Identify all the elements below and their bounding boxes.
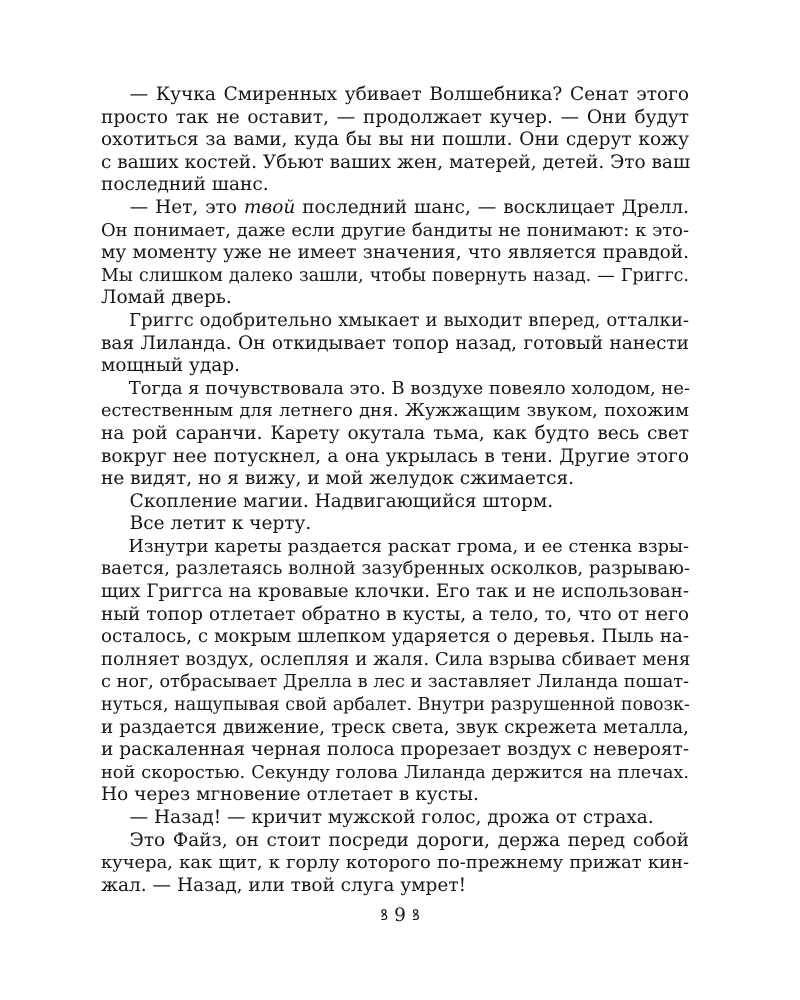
paragraph (101, 310, 689, 378)
paragraph (101, 197, 689, 310)
ornament-left-icon: ꝸ (380, 906, 389, 924)
text-line: ный топор отлетает обратно в кусты, а тело, то, что от него (101, 603, 689, 625)
text-line: просто так не оставит, — продолжает кучер. — Они будут (101, 106, 689, 128)
page-footer (0, 905, 800, 926)
text-line: ной скоростью. Секунду голова Лиланда держится на плечах. (101, 762, 689, 783)
paragraph (101, 536, 689, 807)
ornament-right-icon: ꝸ (411, 906, 420, 924)
text-line: с ног, отбрасывает Дрелла в лес и заставляет Лиланда пошат- (101, 672, 689, 693)
text-line: нуться, нащупывая свой арбалет. Внутри разрушенной повозк- (101, 695, 690, 716)
text-line: вокруг нее потускнел, а она укрылась в тени. Другие этого (101, 445, 689, 467)
text-line: последний шанс. (101, 174, 269, 196)
text-line: Изнутри кареты раздается раскат грома, и ее стенка взры- (128, 536, 689, 557)
text-line: — Нет, это твой последний шанс, — восклицает Дрелл. (129, 196, 689, 218)
text-line: му моменту уже не имеет значения, что является правдой. (101, 242, 689, 264)
emphasis: твой (243, 196, 296, 218)
text-line: и раздается движение, треск света, звук скрежета металла, (101, 716, 689, 738)
text-line: Все летит к черту. (129, 513, 312, 535)
text-line: — Назад! — кричит мужской голос, дрожа от страха. (129, 807, 654, 828)
text-line: с ваших костей. Убьют ваших жен, матерей, детей. Это ваш (101, 151, 691, 173)
text-line: Мы слишком далеко зашли, чтобы повернуть назад. — Григгс. (101, 265, 689, 286)
text-line: и раскаленная черная полоса прорезает воздух с невероят- (101, 739, 690, 761)
text-line: Тогда я почувствовала это. В воздухе повеяло холодом, не- (128, 377, 690, 399)
text-line: полняет воздух, ослепляя и жаля. Сила взрыва сбивает меня (101, 648, 691, 670)
text-line: жал. — Назад, или твой слуга умрет! (101, 874, 467, 896)
text-line: осталось, с мокрым шлепком ударяется о деревья. Пыль на- (101, 626, 689, 648)
text-line: Но через мгновение отлетает в кусты. (101, 784, 479, 806)
text-line: естественным для летнего дня. Жужжащим звуком, похожим (101, 401, 689, 422)
text-line: Скопление магии. Надвигающийся шторм. (129, 490, 554, 512)
text-line: вается, разлетаясь волной зазубренных осколков, разрываю- (101, 558, 690, 580)
text-line: Это Файз, он стоит посреди дороги, держа перед собой (129, 829, 689, 851)
paragraph (101, 807, 689, 830)
text-line: охотиться за вами, куда бы вы ни пошли. Они сдерут кожу (101, 129, 689, 151)
text-line: вая Лиланда. Он откидывает топор назад, готовый нанести (101, 332, 689, 354)
paragraph (101, 84, 689, 197)
paragraph (101, 378, 689, 491)
paragraph (101, 513, 689, 536)
text-line: Он понимает, даже если другие бандиты не понимают: к это- (101, 219, 689, 241)
page-body (101, 84, 689, 897)
paragraph (101, 830, 689, 898)
text-line: кучера, как щит, к горлу которого по-прежнему прижат кин- (101, 852, 689, 874)
paragraph (101, 491, 689, 514)
text-line: щих Григгса на кровавые клочки. Его так и не использован- (101, 581, 689, 603)
text-line: Ломай дверь. (101, 287, 232, 309)
text-line: на рой саранчи. Карету окутала тьма, как будто весь свет (101, 422, 689, 444)
page-number: 9 (394, 905, 406, 926)
text-line: — Кучка Смиренных убивает Волшебника? Сенат этого (129, 84, 689, 105)
text-line: Григгс одобрительно хмыкает и выходит вперед, отталки- (129, 309, 689, 331)
text-line: мощный удар. (101, 355, 241, 377)
text-line: не видят, но я вижу, и мой желудок сжимается. (101, 468, 575, 490)
